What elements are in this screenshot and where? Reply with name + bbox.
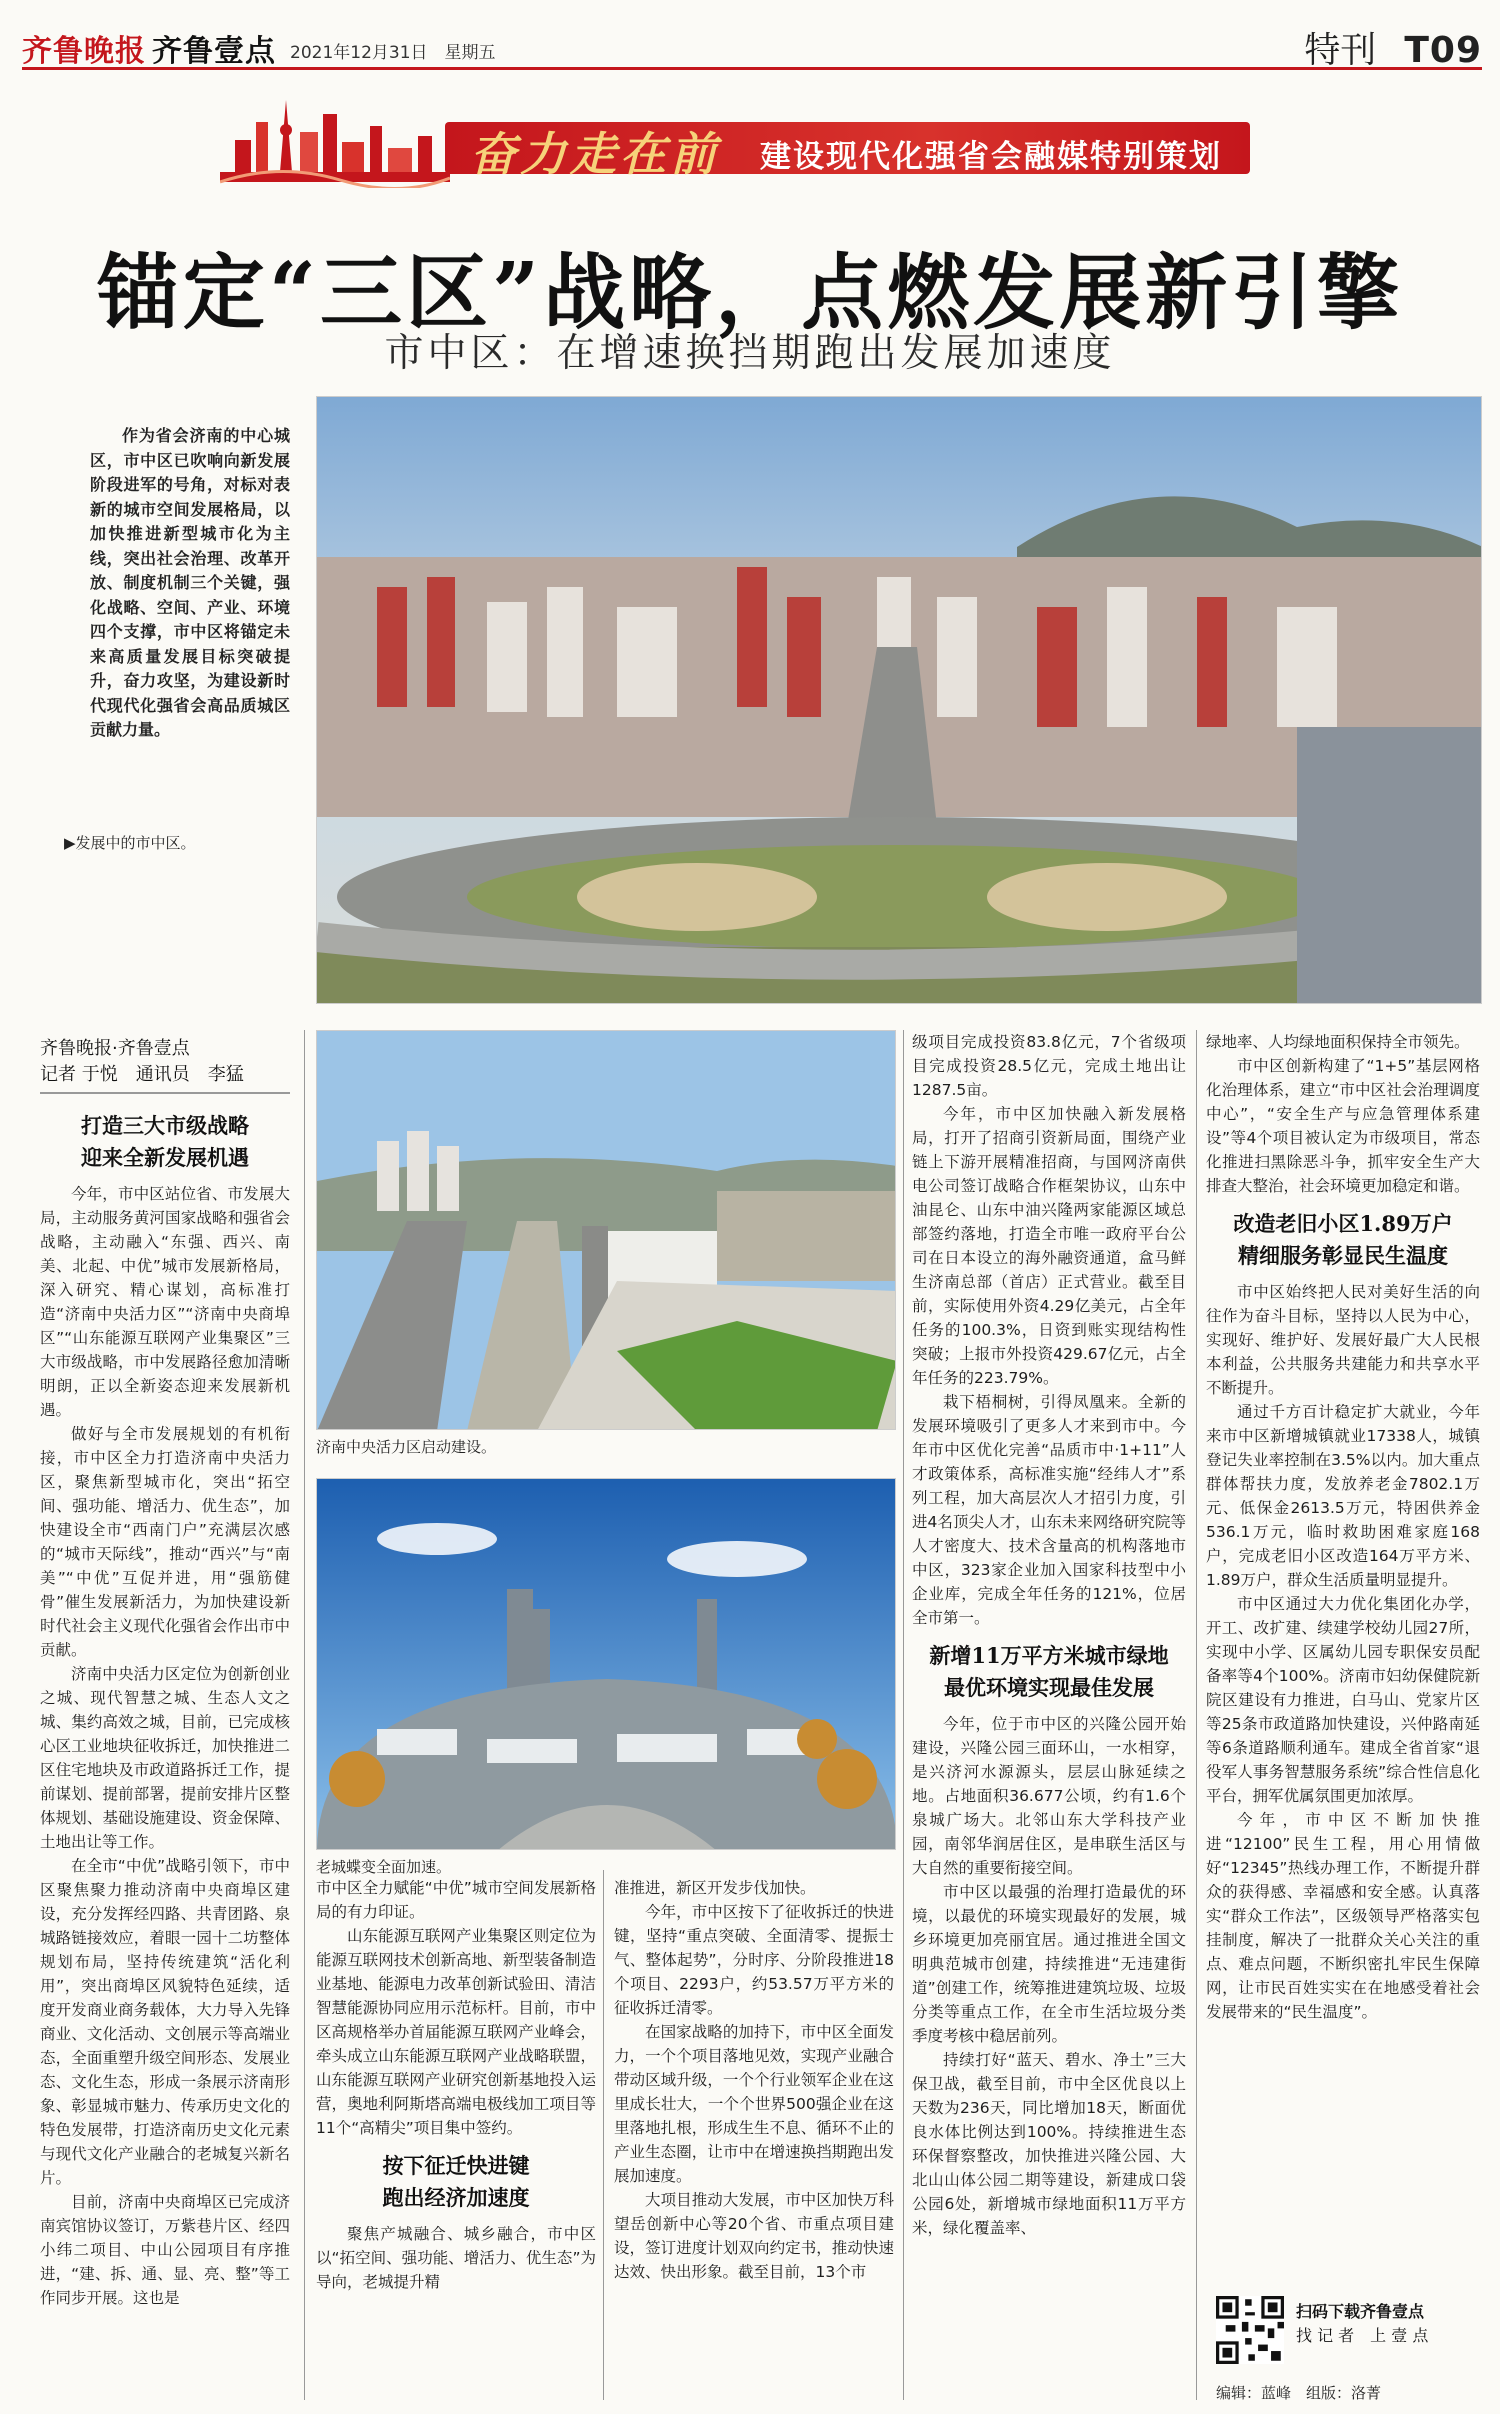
column-divider — [903, 1030, 904, 2400]
editor-credits: 编辑：蓝峰 组版：洛菁 — [1216, 2384, 1382, 2402]
logo-qilu-evening: 齐鲁晚报 — [22, 34, 146, 69]
column-4 — [912, 1030, 1186, 2240]
sub-headline: 市中区：在增速换挡期跑出发展加速度 — [384, 331, 1116, 376]
col5-subtitle: 改造老旧小区1.89万户 精细服务彰显民生温度 — [1233, 1211, 1453, 1268]
caption-old-city: 老城蝶变全面加速。 — [316, 1858, 452, 1876]
column-3 — [614, 1876, 894, 2284]
byline-rule — [40, 1092, 290, 1094]
column-5 — [1206, 1030, 1480, 2024]
city-skyline-icon — [220, 92, 450, 188]
page-number: T09 — [1404, 30, 1482, 71]
col4-subtitle: 新增11万平方米城市绿地 最优环境实现最佳发展 — [929, 1643, 1169, 1700]
col5-paragraph: 绿地率、人均绿地面积保持全市领先。 — [1206, 1033, 1470, 1051]
col4-paragraph: 今年，市中区加快融入新发展格局，打开了招商引资新局面，围绕产业链上下游开展精准招商，与国网济南供电公司签订战略合作框架协议，山东中油昆仑、山东中油兴隆两家能源区域总部签约落地，打造全市唯一政府平台公司在日本设立的海外融资通道，盒马鲜生济南总部（首店）正式营业。截至目前，实际使用外资4.29亿美元，占全年任务的100.3%，日资到账实现结构性突破；上报市外投资429.67亿元，占全年任务的223.79%。 — [912, 1105, 1186, 1387]
photo-central-vitality-district — [316, 1030, 896, 1430]
col1-subtitle: 打造三大市级战略 迎来全新发展机遇 — [81, 1113, 249, 1170]
col1-paragraph: 目前，济南中央商埠区已完成济南宾馆协议签订，万紫巷片区、经四小纬二项目、中山公园项目有序推进，“建、拆、通、显、亮、整”等工作同步开展。这也是 — [40, 2193, 290, 2307]
section-label — [1304, 22, 1482, 73]
column-1 — [40, 1100, 290, 2310]
qr-code-icon[interactable] — [1216, 2296, 1284, 2364]
col3-paragraph: 大项目推动大发展，市中区加快万科望岳创新中心等20个省、市重点项目建设，签订进度计划双向约定书，推动快速达效、快出形象。截至目前，13个市 — [614, 2191, 894, 2281]
col4-paragraph: 持续打好“蓝天、碧水、净土”三大保卫战，截至目前，市中全区优良以上天数为236天，同比增加18天，断面优良水体比例达到100%。持续推进生态环保督察整改，加快推进兴隆公园、大北山山体公园二期等建设，新建成口袋公园6处，新增城市绿地面积11万平方米，绿化覆盖率、 — [912, 2051, 1186, 2237]
logo-qilu-yidian: 齐鲁壹点 — [152, 34, 276, 69]
col4-paragraph: 栽下梧桐树，引得凤凰来。全新的发展环境吸引了更多人才来到市中。今年市中区优化完善“品质市中·1+11”人才政策体系，高标准实施“经纬人才”系列工程，加大高层次人才招引力度，引进4名顶尖人才，山东未来网络研究院等人才密度大、技术含量高的机构落地市中区，323家企业加入国家科技型中小企业库，完成全年任务的121%，位居全市第一。 — [912, 1393, 1186, 1627]
scan-line-1: 扫码下载齐鲁壹点 — [1296, 2302, 1425, 2321]
col2-paragraph: 聚焦产城融合、城乡融合，市中区以“拓空间、强功能、增活力、优生态”为导向，老城提升精 — [316, 2225, 596, 2291]
hero-caption: ▶发展中的市中区。 — [64, 834, 196, 852]
col5-paragraph: 市中区创新构建了“1+5”基层网格化治理体系，建立“市中区社会治理调度中心”，“安全生产与应急管理体系建设”等4个项目被认定为市级项目，常态化推进扫黑除恶斗争，抓牢安全生产大排查大整治，社会环境更加稳定和谐。 — [1206, 1057, 1480, 1195]
lead-paragraph: 作为省会济南的中心城区，市中区已吹响向新发展阶段进军的号角，对标对表新的城市空间发展格局，以加快推进新型城市化为主线，突出社会治理、改革开放、制度机制三个关键，强化战略、空间、产业、环境四个支撑，市中区将锚定未来高质量发展目标突破提升，奋力攻坚，为建设新时代现代化强省会高品质城区贡献力量。 — [90, 426, 290, 739]
col1-paragraph: 在全市“中优”战略引领下，市中区聚焦聚力推动济南中央商埠区建设，充分发挥经四路、共青团路、泉城路链接效应，着眼一园十二坊整体规划布局，坚持传统建筑“活化利用”，突出商埠区风貌特色延续，适度开发商业商务载体，大力导入先锋商业、文化活动、文创展示等高端业态，全面重塑升级空间形态、发展业态、文化生态，形成一条展示济南形象、彰显城市魅力、传承历史文化的特色发展带，打造济南历史文化元素与现代文化产业融合的老城复兴新名片。 — [40, 1857, 290, 2187]
scan-line-2: 找 记 者 上 壹 点 — [1296, 2326, 1429, 2345]
col5-paragraph: 通过千方百计稳定扩大就业，今年来市中区新增城镇就业17338人，城镇登记失业率控制在3.5%以内。加大重点群体帮扶力度，发放养老金7802.1万元、低保金2613.5万元，特困供养金536.1万元，临时救助困难家庭168户，完成老旧小区改造164万平方米、1.89万户，群众生活质量明显提升。 — [1206, 1403, 1480, 1589]
banner-plan-title: 建设现代化强省会融媒特别策划 — [760, 139, 1222, 175]
col4-paragraph: 今年，位于市中区的兴隆公园开始建设，兴隆公园三面环山，一水相穿，是兴济河水源源头，层层山脉延续之地。占地面积36.677公顷，约有1.6个泉城广场大。北邻山东大学科技产业园，南邻华润居住区，是串联生活区与大自然的重要衔接空间。 — [912, 1715, 1186, 1877]
hero-photo-city-aerial — [316, 396, 1482, 1004]
issue-date: 2021年12月31日 星期五 — [290, 43, 496, 63]
column-divider — [603, 1870, 604, 2400]
photo-old-city-panorama — [316, 1478, 896, 1850]
col4-paragraph: 市中区以最强的治理打造最优的环境，以最优的环境实现最好的发展，城乡环境更加亮丽宜居。通过推进全国文明典范城市创建，持续推进“无违建街道”创建工作，统筹推进建筑垃圾、垃圾分类等重点工作，在全市生活垃圾分类季度考核中稳居前列。 — [912, 1883, 1186, 2045]
main-headline: 锚定“三区”战略，点燃发展新引擎 — [96, 245, 1404, 341]
caption-central-vitality: 济南中央活力区启动建设。 — [316, 1438, 497, 1456]
col3-paragraph: 准推进，新区开发步伐加快。 — [614, 1879, 816, 1897]
col3-paragraph: 今年，市中区按下了征收拆迁的快进键，坚持“重点突破、全面清零、提振士气、整体起势”，分时序、分阶段推进18个项目、2293户，约53.57万平方米的征收拆迁清零。 — [614, 1903, 894, 2017]
newspaper-logo — [22, 26, 276, 70]
column-divider — [304, 1030, 305, 2400]
byline-reporters: 记者 于悦 通讯员 李猛 — [40, 1064, 244, 1085]
col1-paragraph: 今年，市中区站位省、市发展大局，主动服务黄河国家战略和强省会战略，主动融入“东强、西兴、南美、北起、中优”城市发展新格局，深入研究、精心谋划，高标准打造“济南中央活力区”“济南中央商埠区”“山东能源互联网产业集聚区”三大市级战略，市中发展路径愈加清晰明朗，正以全新姿态迎来发展新机遇。 — [40, 1185, 290, 1419]
feature-banner — [220, 92, 1250, 188]
col1-paragraph: 做好与全市发展规划的有机衔接，市中区全力打造济南中央活力区，聚焦新型城市化，突出“拓空间、强功能、增活力、优生态”，加快建设全市“西南门户”充满层次感的“城市天际线”，推动“西兴”与“南美”“中优”互促并进，用“强筋健骨”催生发展新活力，为加快建设新时代社会主义现代化强省会作出市中贡献。 — [40, 1425, 290, 1659]
banner-slogan: 奋力走在前 — [470, 127, 720, 181]
col1-paragraph: 济南中央活力区定位为创新创业之城、现代智慧之城、生态人文之城、集约高效之城，目前，已完成核心区工业地块征收拆迁，加快推进二区住宅地块及市政道路拆迁工作，提前谋划、提前部署，提前安排片区整体规划、基础设施建设、资金保障、土地出让等工作。 — [40, 1665, 290, 1851]
column-2 — [316, 1876, 596, 2294]
col5-paragraph: 市中区通过大力优化集团化办学，开工、改扩建、续建学校幼儿园27所，实现中小学、区属幼儿园专职保安员配备率等4个100%。济南市妇幼保健院新院区建设有力推进，白马山、党家片区等25条市政道路加快建设，兴仲路南延等6条道路顺利通车。建成全省首家“退役军人事务智慧服务系统”综合性信息化平台，拥军优属氛围更加浓厚。 — [1206, 1595, 1480, 1805]
byline — [40, 1036, 244, 1088]
col3-paragraph: 在国家战略的加持下，市中区全面发力，一个个项目落地见效，实现产业融合带动区域升级，一个个行业领军企业在这里成长壮大，一个个世界500强企业在这里落地扎根，形成生生不息、循环不止的产业生态圈，让市中在增速换挡期跑出发展加速度。 — [614, 2023, 894, 2185]
byline-outlet: 齐鲁晚报·齐鲁壹点 — [40, 1038, 190, 1059]
scan-prompt — [1296, 2300, 1428, 2348]
section-name: 特刊 — [1304, 30, 1377, 71]
col2-subtitle: 按下征迁快进键 跑出经济加速度 — [382, 2153, 530, 2210]
column-divider — [1196, 1030, 1197, 2400]
masthead — [22, 12, 1482, 70]
col2-paragraph: 市中区全力赋能“中优”城市空间发展新格局的有力印证。 — [316, 1879, 596, 1921]
col5-paragraph: 今年，市中区不断加快推进“12100”民生工程，用心用情做好“12345”热线办理工作，不断提升群众的获得感、幸福感和安全感。认真落实“群众工作法”，区级领导严格落实包挂制度，解决了一批群众关心关注的重点、难点问题，不断织密扎牢民生保障网，让市民百姓实实在在地感受着社会发展带来的“民生温度”。 — [1206, 1811, 1480, 2021]
col4-paragraph: 级项目完成投资83.8亿元，7个省级项目完成投资28.5亿元，完成土地出让1287.5亩。 — [912, 1033, 1186, 1099]
col2-paragraph: 山东能源互联网产业集聚区则定位为能源互联网技术创新高地、新型装备制造业基地、能源电力改革创新试验田、清洁智慧能源协同应用示范标杆。目前，市中区高规格举办首届能源互联网产业峰会，牵头成立山东能源互联网产业战略联盟，山东能源互联网产业研究创新基地投入运营，奥地利阿斯塔高端电极线加工项目等11个“高精尖”项目集中签约。 — [316, 1927, 596, 2137]
col5-paragraph: 市中区始终把人民对美好生活的向往作为奋斗目标，坚持以人民为中心，实现好、维护好、发展好最广大人民根本利益，公共服务共建能力和共享水平不断提升。 — [1206, 1283, 1480, 1397]
